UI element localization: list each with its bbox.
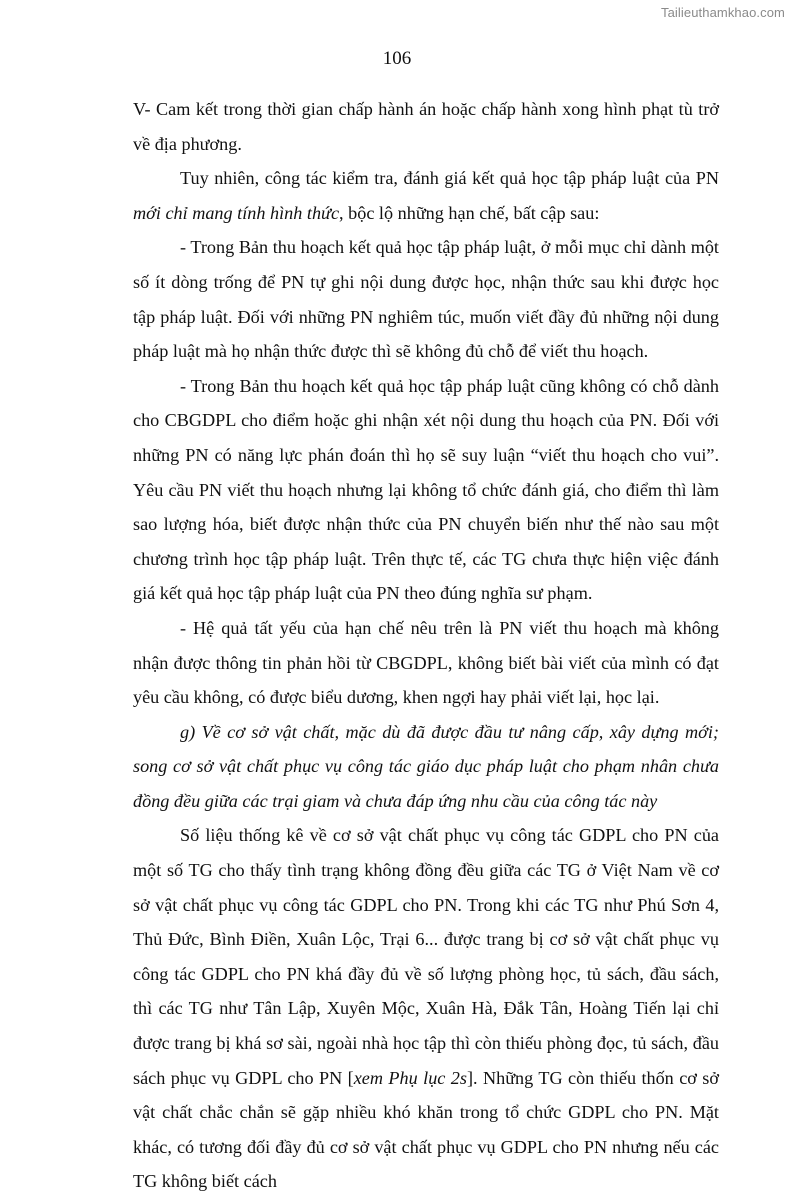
appendix-reference: xem Phụ lục 2s bbox=[353, 1067, 467, 1088]
watermark: Tailieuthamkhao.com bbox=[660, 5, 785, 20]
heading-text: g) Về cơ sở vật chất, mặc dù đã được đầu tư nâng cấp, xây dựng mới; song cơ sở vật chất phục vụ công tác giáo dục pháp luật cho phạm nhân chưa đồng đều giữa các trại giam và chưa đáp ứng nhu cầu của công tác này bbox=[133, 721, 719, 811]
text-run: Số liệu thống kê về cơ sở vật chất phục vụ công tác GDPL cho PN của một số TG cho thấy tình trạng không đồng đều giữa các TG ở Việt Nam về cơ sở vật chất phục vụ công tác GDPL cho PN. Trong khi các TG như Phú Sơn 4, Thủ Đức, Bình Điền, Xuân Lộc, Trại 6... được trang bị cơ sở vật chất phục vụ công tác GDPL cho PN khá đầy đủ về số lượng phòng học, tủ sách, đầu sách, thì các TG như Tân Lập, Xuyên Mộc, Xuân Hà, Đắk Tân, Hoàng Tiến lại chỉ được trang bị khá sơ sài, ngoài nhà học tập thì còn thiếu phòng đọc, tủ sách, đầu sách phục vụ GDPL cho PN [ bbox=[133, 825, 719, 1088]
paragraph-consequence: - Hệ quả tất yếu của hạn chế nêu trên là PN viết thu hoạch mà không nhận được thông tin phản hồi từ CBGDPL, không biết bài viết của mình có đạt yêu cầu không, có được biểu dương, khen ngợi hay phải viết lại, học lại. bbox=[133, 617, 719, 708]
section-heading-facilities bbox=[133, 715, 719, 819]
text-run: ]. Những TG còn thiếu thốn cơ sở vật chất chắc chắn sẽ gặp nhiều khó khăn trong tổ chức GDPL cho PN. Mặt khác, có tương đối đầy đủ cơ sở vật chất phục vụ GDPL cho PN nhưng nếu các TG không biết cách bbox=[133, 1067, 719, 1192]
paragraph-statistics bbox=[133, 818, 719, 1199]
paragraph-limitation-grading: - Trong Bản thu hoạch kết quả học tập pháp luật cũng không có chỗ dành cho CBGDPL cho điểm hoặc ghi nhận xét nội dung thu hoạch của PN. Đối với những PN có năng lực phán đoán thì họ sẽ suy luận “viết thu hoạch cho vui”. Yêu cầu PN viết thu hoạch nhưng lại không tổ chức đánh giá, cho điểm thì làm sao lượng hóa, biết được nhận thức của PN chuyển biến như thế nào sau một chương trình học tập pháp luật. Trên thực tế, các TG chưa thực hiện việc đánh giá kết quả học tập pháp luật của PN theo đúng nghĩa sư phạm. bbox=[133, 375, 719, 604]
emphasis-text: mới chỉ mang tính hình thức bbox=[133, 202, 340, 223]
page-number: 106 bbox=[382, 48, 412, 69]
page-body bbox=[133, 92, 719, 1199]
paragraph-limitation-space: - Trong Bản thu hoạch kết quả học tập pháp luật, ở mỗi mục chỉ dành một số ít dòng trống để PN tự ghi nội dung được học, nhận thức sau khi được học tập pháp luật. Đối với những PN nghiêm túc, muốn viết đầy đủ những nội dung pháp luật mà họ nhận thức được thì sẽ không đủ chỗ để viết thu hoạch. bbox=[133, 237, 719, 362]
text-run: , bộc lộ những hạn chế, bất cập sau: bbox=[339, 202, 600, 223]
paragraph-evaluation-intro bbox=[133, 161, 719, 230]
text-run: Tuy nhiên, công tác kiểm tra, đánh giá kết quả học tập pháp luật của PN bbox=[180, 168, 719, 189]
paragraph-commitment: V- Cam kết trong thời gian chấp hành án hoặc chấp hành xong hình phạt tù trở về địa phương. bbox=[133, 99, 719, 154]
